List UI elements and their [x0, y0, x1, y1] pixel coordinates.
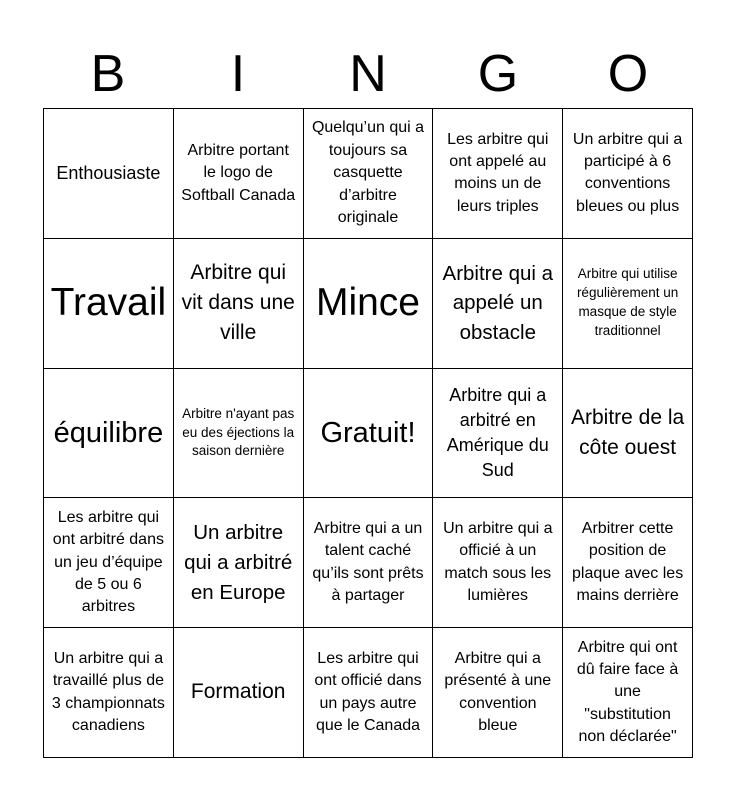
bingo-cell-r2-c5[interactable]: Arbitre qui utilise régulièrement un masque de style traditionnel [563, 239, 693, 369]
header-letter-b: B [90, 45, 126, 103]
header-letter-o: O [607, 45, 649, 103]
bingo-grid [43, 108, 693, 758]
bingo-cell-r1-c4[interactable]: Les arbitre qui ont appelé au moins un de leurs triples [433, 109, 563, 239]
bingo-cell-r5-c5[interactable]: Arbitre qui ont dû faire face à une "substitution non déclarée" [563, 628, 693, 758]
bingo-cell-r1-c1[interactable]: Enthousiaste [44, 109, 174, 239]
bingo-cell-r5-c3[interactable]: Les arbitre qui ont officié dans un pays autre que le Canada [304, 628, 434, 758]
bingo-cell-r3-c5[interactable]: Arbitre de la côte ouest [563, 369, 693, 499]
bingo-cell-r3-c2[interactable]: Arbitre n'ayant pas eu des éjections la saison dernière [174, 369, 304, 499]
bingo-cell-r2-c3[interactable]: Mince [304, 239, 434, 369]
bingo-cell-r5-c4[interactable]: Arbitre qui a présenté à une convention bleue [433, 628, 563, 758]
header-letter-i: I [230, 45, 246, 103]
bingo-cell-r5-c2[interactable]: Formation [174, 628, 304, 758]
header-letter-g: G [477, 45, 519, 103]
bingo-cell-r4-c2[interactable]: Un arbitre qui a arbitré en Europe [174, 498, 304, 628]
bingo-cell-r1-c5[interactable]: Un arbitre qui a participé à 6 conventions bleues ou plus [563, 109, 693, 239]
bingo-cell-r2-c1[interactable]: Travail [44, 239, 174, 369]
bingo-cell-r1-c3[interactable]: Quelqu’un qui a toujours sa casquette d’arbitre originale [304, 109, 434, 239]
bingo-cell-r3-c3[interactable]: Gratuit! [304, 369, 434, 499]
bingo-cell-r4-c3[interactable]: Arbitre qui a un talent caché qu’ils sont prêts à partager [304, 498, 434, 628]
bingo-cell-r1-c2[interactable]: Arbitre portant le logo de Softball Canada [174, 109, 304, 239]
bingo-cell-r2-c4[interactable]: Arbitre qui a appelé un obstacle [433, 239, 563, 369]
bingo-cell-r3-c4[interactable]: Arbitre qui a arbitré en Amérique du Sud [433, 369, 563, 499]
bingo-cell-r5-c1[interactable]: Un arbitre qui a travaillé plus de 3 championnats canadiens [44, 628, 174, 758]
bingo-cell-r4-c1[interactable]: Les arbitre qui ont arbitré dans un jeu d’équipe de 5 ou 6 arbitres [44, 498, 174, 628]
bingo-cell-r4-c5[interactable]: Arbitrer cette position de plaque avec les mains derrière [563, 498, 693, 628]
bingo-cell-r2-c2[interactable]: Arbitre qui vit dans une ville [174, 239, 304, 369]
header-letter-n: N [349, 45, 387, 103]
bingo-header [43, 40, 693, 108]
bingo-cell-r4-c4[interactable]: Un arbitre qui a officié à un match sous les lumières [433, 498, 563, 628]
bingo-cell-r3-c1[interactable]: équilibre [44, 369, 174, 499]
